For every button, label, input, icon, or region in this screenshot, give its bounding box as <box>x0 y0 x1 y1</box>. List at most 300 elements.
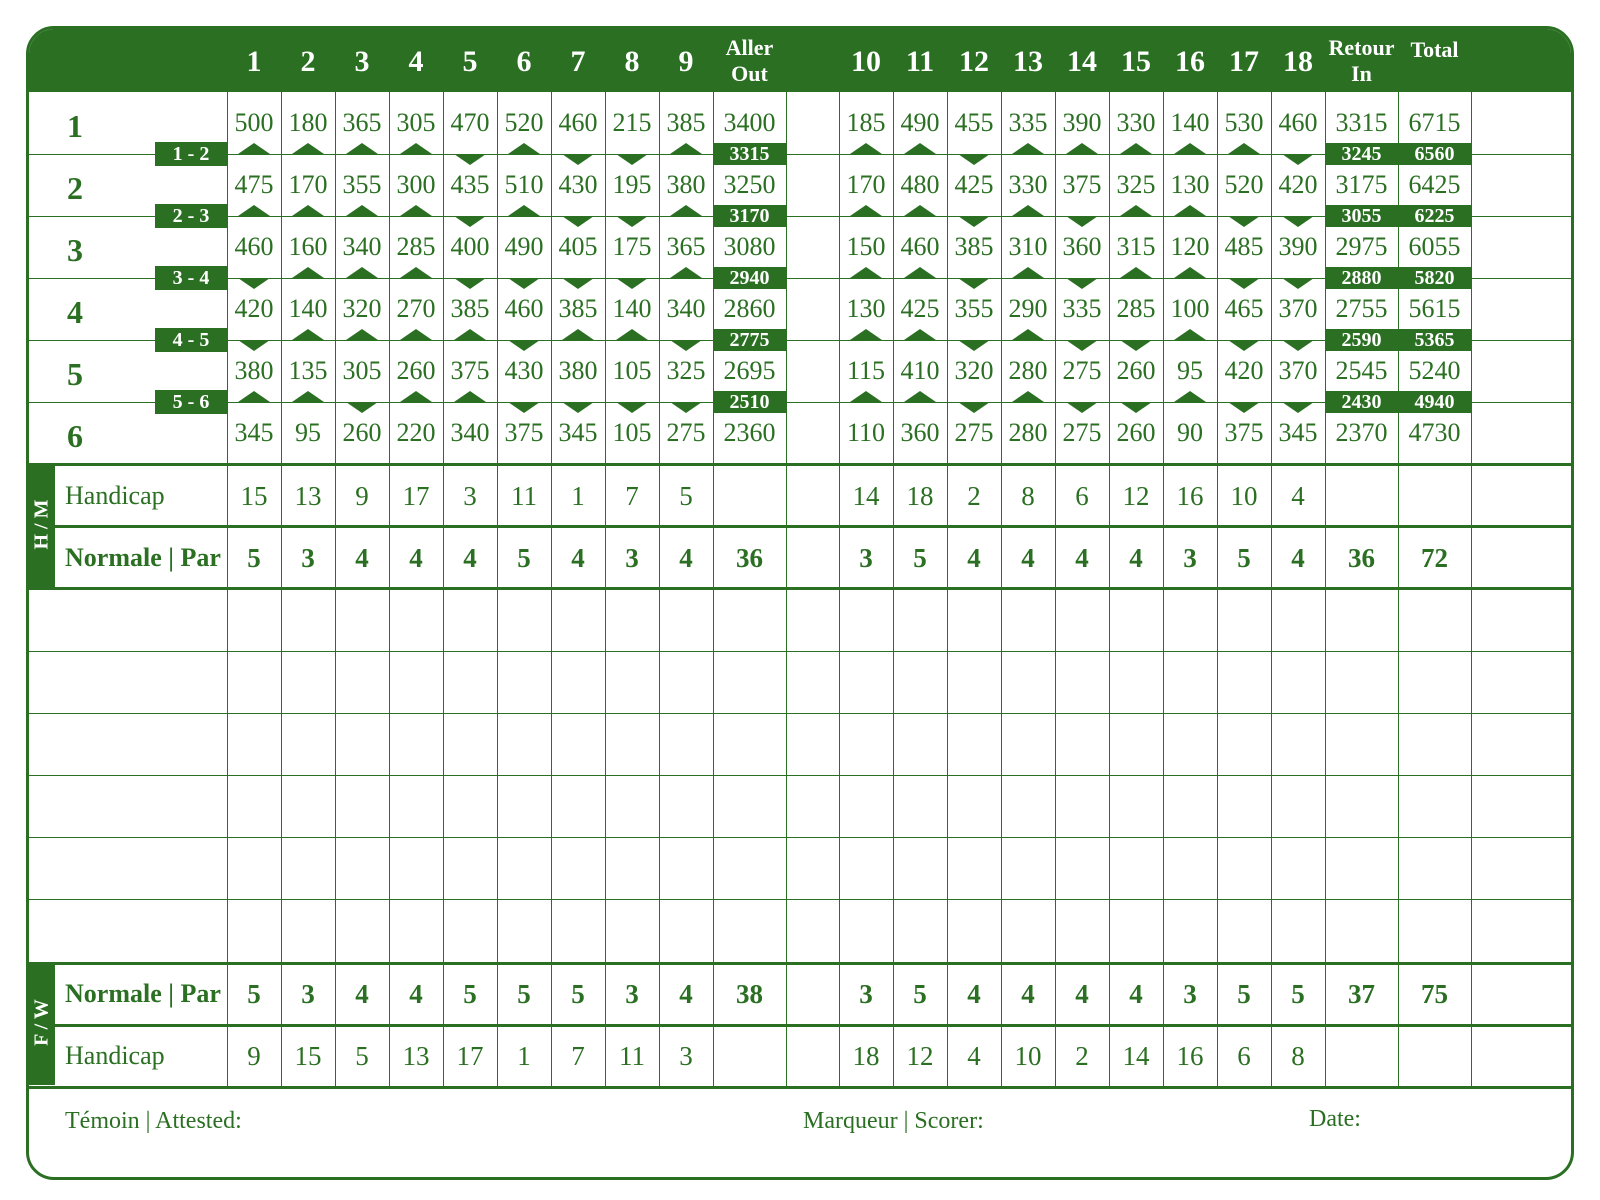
score-cell[interactable] <box>659 651 713 713</box>
triangle-up-icon <box>508 205 540 216</box>
score-cell[interactable] <box>1325 775 1398 837</box>
triangle-down-icon <box>958 216 990 227</box>
score-cell[interactable] <box>1055 899 1109 961</box>
women-par: 3 <box>859 979 873 1009</box>
triangle-down-icon <box>670 402 702 413</box>
score-cell[interactable] <box>713 713 786 775</box>
men-handicap: 9 <box>355 481 369 511</box>
combo-out-total: 3315 <box>713 143 786 165</box>
score-cell[interactable] <box>605 713 659 775</box>
hole-distance: 345 <box>1278 418 1318 447</box>
score-cell[interactable] <box>551 837 605 899</box>
hole-distance: 375 <box>504 418 544 447</box>
triangle-up-icon <box>616 329 648 340</box>
hole-distance: 260 <box>342 418 382 447</box>
hole-distance: 420 <box>1278 170 1318 199</box>
score-cell[interactable] <box>389 899 443 961</box>
score-cell[interactable] <box>227 775 281 837</box>
score-cell[interactable] <box>659 589 713 651</box>
men-par: 3 <box>859 543 873 573</box>
score-cell[interactable] <box>497 775 551 837</box>
triangle-down-icon <box>1066 340 1098 351</box>
score-cell[interactable] <box>1055 837 1109 899</box>
score-cell[interactable] <box>1325 651 1398 713</box>
triangle-up-icon <box>1012 143 1044 154</box>
score-cell[interactable] <box>1398 775 1471 837</box>
scorer-label[interactable]: Marqueur | Scorer: <box>803 1108 984 1134</box>
hole-distance: 285 <box>396 232 436 261</box>
hole-distance: 275 <box>1062 356 1102 385</box>
score-cell[interactable] <box>1217 775 1271 837</box>
hole-distance: 420 <box>234 294 274 323</box>
score-cell[interactable] <box>389 651 443 713</box>
score-cell[interactable] <box>551 713 605 775</box>
hole-distance: 275 <box>666 418 706 447</box>
score-cell[interactable] <box>1109 651 1163 713</box>
score-cell[interactable] <box>893 837 947 899</box>
score-cell[interactable] <box>1163 651 1217 713</box>
score-cell[interactable] <box>1398 713 1471 775</box>
combo-tab: 4 - 5 <box>155 328 227 352</box>
score-cell[interactable] <box>1398 651 1471 713</box>
hole-distance: 285 <box>1116 294 1156 323</box>
triangle-down-icon <box>670 340 702 351</box>
score-cell[interactable] <box>893 651 947 713</box>
triangle-down-icon <box>454 154 486 165</box>
score-cell[interactable] <box>947 775 1001 837</box>
hole-distance: 340 <box>450 418 490 447</box>
score-cell[interactable] <box>335 589 389 651</box>
hole-distance: 500 <box>234 108 274 137</box>
women-par-total: 75 <box>1421 979 1448 1009</box>
score-cell[interactable] <box>227 837 281 899</box>
women-side-label: F / W <box>30 999 53 1046</box>
hole-distance: 460 <box>504 294 544 323</box>
out-distance: 3400 <box>723 108 776 137</box>
score-cell[interactable] <box>839 837 893 899</box>
score-cell[interactable] <box>1163 837 1217 899</box>
section-divider <box>29 962 1574 965</box>
score-cell[interactable] <box>1271 775 1325 837</box>
hole-distance: 455 <box>954 108 994 137</box>
score-cell[interactable] <box>1001 899 1055 961</box>
hole-distance: 305 <box>342 356 382 385</box>
hole-distance: 270 <box>396 294 436 323</box>
women-par: 5 <box>1291 979 1305 1009</box>
triangle-up-icon <box>1228 143 1260 154</box>
hole-number-header: 5 <box>462 45 478 78</box>
score-cell[interactable] <box>713 651 786 713</box>
in-distance: 2545 <box>1335 356 1388 385</box>
score-cell[interactable] <box>281 837 335 899</box>
triangle-down-icon <box>454 216 486 227</box>
score-cell[interactable] <box>713 837 786 899</box>
combo-in-total: 2880 <box>1325 267 1398 289</box>
score-cell[interactable] <box>1325 713 1398 775</box>
hole-distance: 365 <box>666 232 706 261</box>
score-cell[interactable] <box>281 713 335 775</box>
in-distance: 2370 <box>1335 418 1388 447</box>
score-cell[interactable] <box>497 899 551 961</box>
hole-distance: 485 <box>1224 232 1264 261</box>
hole-distance: 380 <box>558 356 598 385</box>
hole-number-header: 17 <box>1229 45 1259 78</box>
triangle-down-icon <box>238 278 270 289</box>
in-distance: 2975 <box>1335 232 1388 261</box>
hole-distance: 220 <box>396 418 436 447</box>
hole-distance: 140 <box>612 294 652 323</box>
women-handicap: 2 <box>1075 1041 1089 1071</box>
hole-distance: 320 <box>342 294 382 323</box>
hole-distance: 135 <box>288 356 328 385</box>
triangle-up-icon <box>850 205 882 216</box>
player-name-cell[interactable] <box>29 837 227 899</box>
score-cell[interactable] <box>605 899 659 961</box>
score-cell[interactable] <box>281 899 335 961</box>
score-cell[interactable] <box>659 899 713 961</box>
hole-distance: 460 <box>1278 108 1318 137</box>
score-cell[interactable] <box>893 713 947 775</box>
scorecard <box>26 26 1574 1180</box>
score-cell[interactable] <box>947 837 1001 899</box>
score-cell[interactable] <box>389 775 443 837</box>
score-cell[interactable] <box>1055 651 1109 713</box>
hole-distance: 335 <box>1062 294 1102 323</box>
hole-distance: 290 <box>1008 294 1048 323</box>
hole-distance: 360 <box>1062 232 1102 261</box>
triangle-up-icon <box>400 329 432 340</box>
out-label-bottom: Out <box>731 61 768 86</box>
hole-distance: 105 <box>612 356 652 385</box>
women-handicap: 7 <box>571 1041 585 1071</box>
men-handicap: 17 <box>402 481 430 511</box>
score-cell[interactable] <box>1217 837 1271 899</box>
score-cell[interactable] <box>497 713 551 775</box>
men-par: 4 <box>355 543 369 573</box>
hole-distance: 90 <box>1177 418 1203 447</box>
score-cell[interactable] <box>227 589 281 651</box>
triangle-down-icon <box>1066 278 1098 289</box>
men-par: 4 <box>409 543 423 573</box>
hole-distance: 435 <box>450 170 490 199</box>
hole-distance: 140 <box>1170 108 1210 137</box>
hole-distance: 385 <box>954 232 994 261</box>
women-handicap: 18 <box>852 1041 880 1071</box>
score-cell[interactable] <box>1217 651 1271 713</box>
men-par: 5 <box>517 543 531 573</box>
player-name-cell[interactable] <box>29 775 227 837</box>
score-cell[interactable] <box>1055 589 1109 651</box>
score-cell[interactable] <box>497 589 551 651</box>
triangle-down-icon <box>958 402 990 413</box>
score-cell[interactable] <box>1055 713 1109 775</box>
score-cell[interactable] <box>335 837 389 899</box>
score-cell[interactable] <box>659 713 713 775</box>
score-cell[interactable] <box>839 775 893 837</box>
triangle-down-icon <box>562 278 594 289</box>
triangle-up-icon <box>670 143 702 154</box>
score-cell[interactable] <box>1109 589 1163 651</box>
score-cell[interactable] <box>1001 589 1055 651</box>
score-cell[interactable] <box>839 589 893 651</box>
player-name-cell[interactable] <box>29 713 227 775</box>
triangle-down-icon <box>1282 154 1314 165</box>
triangle-down-icon <box>1282 278 1314 289</box>
triangle-up-icon <box>1012 391 1044 402</box>
triangle-down-icon <box>1120 340 1152 351</box>
hole-number-header: 2 <box>300 45 316 78</box>
hole-distance: 430 <box>558 170 598 199</box>
triangle-up-icon <box>346 329 378 340</box>
score-cell[interactable] <box>605 651 659 713</box>
score-cell[interactable] <box>1163 899 1217 961</box>
score-cell[interactable] <box>443 589 497 651</box>
score-cell[interactable] <box>839 899 893 961</box>
score-cell[interactable] <box>1001 651 1055 713</box>
score-cell[interactable] <box>1109 713 1163 775</box>
score-cell[interactable] <box>281 775 335 837</box>
score-cell[interactable] <box>947 589 1001 651</box>
score-cell[interactable] <box>551 651 605 713</box>
men-handicap: 7 <box>625 481 639 511</box>
score-cell[interactable] <box>713 589 786 651</box>
score-cell[interactable] <box>605 837 659 899</box>
score-cell[interactable] <box>659 837 713 899</box>
triangle-up-icon <box>508 143 540 154</box>
score-cell[interactable] <box>1398 589 1471 651</box>
score-cell[interactable] <box>947 651 1001 713</box>
score-cell[interactable] <box>1325 837 1398 899</box>
hole-distance: 380 <box>666 170 706 199</box>
triangle-down-icon <box>616 216 648 227</box>
women-handicap: 13 <box>402 1041 430 1071</box>
hole-number-header: 12 <box>959 45 989 78</box>
men-handicap: 3 <box>463 481 477 511</box>
score-cell[interactable] <box>1055 775 1109 837</box>
women-par: 4 <box>679 979 693 1009</box>
score-cell[interactable] <box>443 713 497 775</box>
score-cell[interactable] <box>1271 899 1325 961</box>
hole-distance: 375 <box>450 356 490 385</box>
combo-grand-total: 4940 <box>1398 391 1471 413</box>
combo-tab: 3 - 4 <box>155 266 227 290</box>
score-cell[interactable] <box>1001 837 1055 899</box>
triangle-up-icon <box>346 143 378 154</box>
triangle-up-icon <box>1174 391 1206 402</box>
score-cell[interactable] <box>1271 589 1325 651</box>
women-par: 4 <box>409 979 423 1009</box>
hole-distance: 300 <box>396 170 436 199</box>
score-cell[interactable] <box>839 651 893 713</box>
tee-label: 6 <box>67 418 83 454</box>
score-cell[interactable] <box>1325 899 1398 961</box>
score-cell[interactable] <box>443 651 497 713</box>
score-cell[interactable] <box>443 837 497 899</box>
score-cell[interactable] <box>389 589 443 651</box>
men-handicap: 2 <box>967 481 981 511</box>
men-par: 4 <box>1129 543 1143 573</box>
score-cell[interactable] <box>551 899 605 961</box>
hole-distance: 115 <box>846 356 886 385</box>
total-distance: 6425 <box>1408 170 1461 199</box>
hole-distance: 260 <box>1116 356 1156 385</box>
women-par: 5 <box>913 979 927 1009</box>
men-par: 3 <box>625 543 639 573</box>
score-cell[interactable] <box>1109 837 1163 899</box>
score-cell[interactable] <box>893 775 947 837</box>
triangle-up-icon <box>904 267 936 278</box>
hole-distance: 400 <box>450 232 490 261</box>
score-cell[interactable] <box>605 589 659 651</box>
score-cell[interactable] <box>947 713 1001 775</box>
out-label-top: Aller <box>725 35 774 60</box>
men-par: 5 <box>1237 543 1251 573</box>
row-divider <box>55 1024 1574 1027</box>
triangle-down-icon <box>958 278 990 289</box>
score-cell[interactable] <box>1001 775 1055 837</box>
combo-out-total: 2940 <box>713 267 786 289</box>
score-cell[interactable] <box>227 713 281 775</box>
score-cell[interactable] <box>281 651 335 713</box>
men-par-out: 36 <box>736 543 763 573</box>
women-handicap: 14 <box>1122 1041 1150 1071</box>
player-name-cell[interactable] <box>29 651 227 713</box>
hole-distance: 315 <box>1116 232 1156 261</box>
score-cell[interactable] <box>1398 899 1471 961</box>
hole-distance: 530 <box>1224 108 1264 137</box>
out-distance: 3080 <box>723 232 776 261</box>
hole-distance: 335 <box>1008 108 1048 137</box>
score-cell[interactable] <box>335 899 389 961</box>
women-handicap: 5 <box>355 1041 369 1071</box>
hole-distance: 425 <box>900 294 940 323</box>
men-par: 4 <box>1021 543 1035 573</box>
score-cell[interactable] <box>1271 651 1325 713</box>
hole-distance: 340 <box>342 232 382 261</box>
hole-distance: 215 <box>612 108 652 137</box>
score-cell[interactable] <box>1271 713 1325 775</box>
score-cell[interactable] <box>1325 589 1398 651</box>
men-handicap: 18 <box>906 481 934 511</box>
hole-distance: 130 <box>1170 170 1210 199</box>
men-handicap: 12 <box>1122 481 1150 511</box>
men-par: 5 <box>247 543 261 573</box>
score-cell[interactable] <box>227 651 281 713</box>
score-cell[interactable] <box>839 713 893 775</box>
date-label[interactable]: Date: <box>1309 1106 1361 1132</box>
total-distance: 5615 <box>1408 294 1461 323</box>
score-cell[interactable] <box>1163 775 1217 837</box>
hole-number-header: 14 <box>1067 45 1097 78</box>
men-par: 4 <box>463 543 477 573</box>
women-handicap: 1 <box>517 1041 531 1071</box>
hole-distance: 475 <box>234 170 274 199</box>
score-cell[interactable] <box>1217 713 1271 775</box>
triangle-up-icon <box>850 329 882 340</box>
row-divider <box>55 525 1574 528</box>
hole-distance: 170 <box>288 170 328 199</box>
triangle-up-icon <box>292 143 324 154</box>
combo-in-total: 2430 <box>1325 391 1398 413</box>
score-cell[interactable] <box>443 775 497 837</box>
hole-distance: 480 <box>900 170 940 199</box>
score-cell[interactable] <box>1398 837 1471 899</box>
player-name-cell[interactable] <box>29 899 227 961</box>
triangle-down-icon <box>1282 340 1314 351</box>
women-par: 3 <box>625 979 639 1009</box>
score-cell[interactable] <box>551 589 605 651</box>
hole-number-header: 1 <box>246 45 262 78</box>
score-cell[interactable] <box>1109 899 1163 961</box>
score-cell[interactable] <box>335 775 389 837</box>
women-par: 4 <box>1021 979 1035 1009</box>
score-cell[interactable] <box>335 651 389 713</box>
score-cell[interactable] <box>497 651 551 713</box>
score-cell[interactable] <box>659 775 713 837</box>
score-cell[interactable] <box>1001 713 1055 775</box>
hole-distance: 490 <box>900 108 940 137</box>
women-handicap: 12 <box>906 1041 934 1071</box>
score-cell[interactable] <box>551 775 605 837</box>
combo-tab: 1 - 2 <box>155 142 227 166</box>
total-distance: 4730 <box>1408 418 1461 447</box>
hole-distance: 375 <box>1062 170 1102 199</box>
men-handicap: 15 <box>240 481 268 511</box>
player-name-cell[interactable] <box>29 589 227 651</box>
score-cell[interactable] <box>1163 589 1217 651</box>
combo-in-total: 3055 <box>1325 205 1398 227</box>
score-cell[interactable] <box>227 899 281 961</box>
score-cell[interactable] <box>443 899 497 961</box>
score-cell[interactable] <box>389 837 443 899</box>
triangle-up-icon <box>1174 329 1206 340</box>
score-cell[interactable] <box>281 589 335 651</box>
hole-distance: 370 <box>1278 294 1318 323</box>
hole-distance: 520 <box>504 108 544 137</box>
women-handicap: 10 <box>1014 1041 1042 1071</box>
score-cell[interactable] <box>1217 899 1271 961</box>
score-cell[interactable] <box>1163 713 1217 775</box>
score-cell[interactable] <box>893 589 947 651</box>
women-par: 4 <box>355 979 369 1009</box>
combo-tab: 5 - 6 <box>155 390 227 414</box>
score-cell[interactable] <box>947 899 1001 961</box>
score-cell[interactable] <box>1217 589 1271 651</box>
score-cell[interactable] <box>497 837 551 899</box>
score-cell[interactable] <box>713 775 786 837</box>
attested-label[interactable]: Témoin | Attested: <box>65 1108 242 1134</box>
triangle-up-icon <box>292 391 324 402</box>
score-cell[interactable] <box>1271 837 1325 899</box>
score-cell[interactable] <box>389 713 443 775</box>
score-cell[interactable] <box>335 713 389 775</box>
hole-distance: 150 <box>846 232 886 261</box>
triangle-up-icon <box>346 205 378 216</box>
hole-distance: 375 <box>1224 418 1264 447</box>
score-cell[interactable] <box>713 899 786 961</box>
hole-number-header: 7 <box>570 45 586 78</box>
score-cell[interactable] <box>893 899 947 961</box>
score-cell[interactable] <box>1109 775 1163 837</box>
hole-distance: 490 <box>504 232 544 261</box>
score-cell[interactable] <box>605 775 659 837</box>
triangle-up-icon <box>1066 143 1098 154</box>
women-handicap: 15 <box>294 1041 322 1071</box>
triangle-up-icon <box>238 205 270 216</box>
women-par: 3 <box>1183 979 1197 1009</box>
hole-number-header: 18 <box>1283 45 1313 78</box>
out-distance: 2695 <box>723 356 776 385</box>
